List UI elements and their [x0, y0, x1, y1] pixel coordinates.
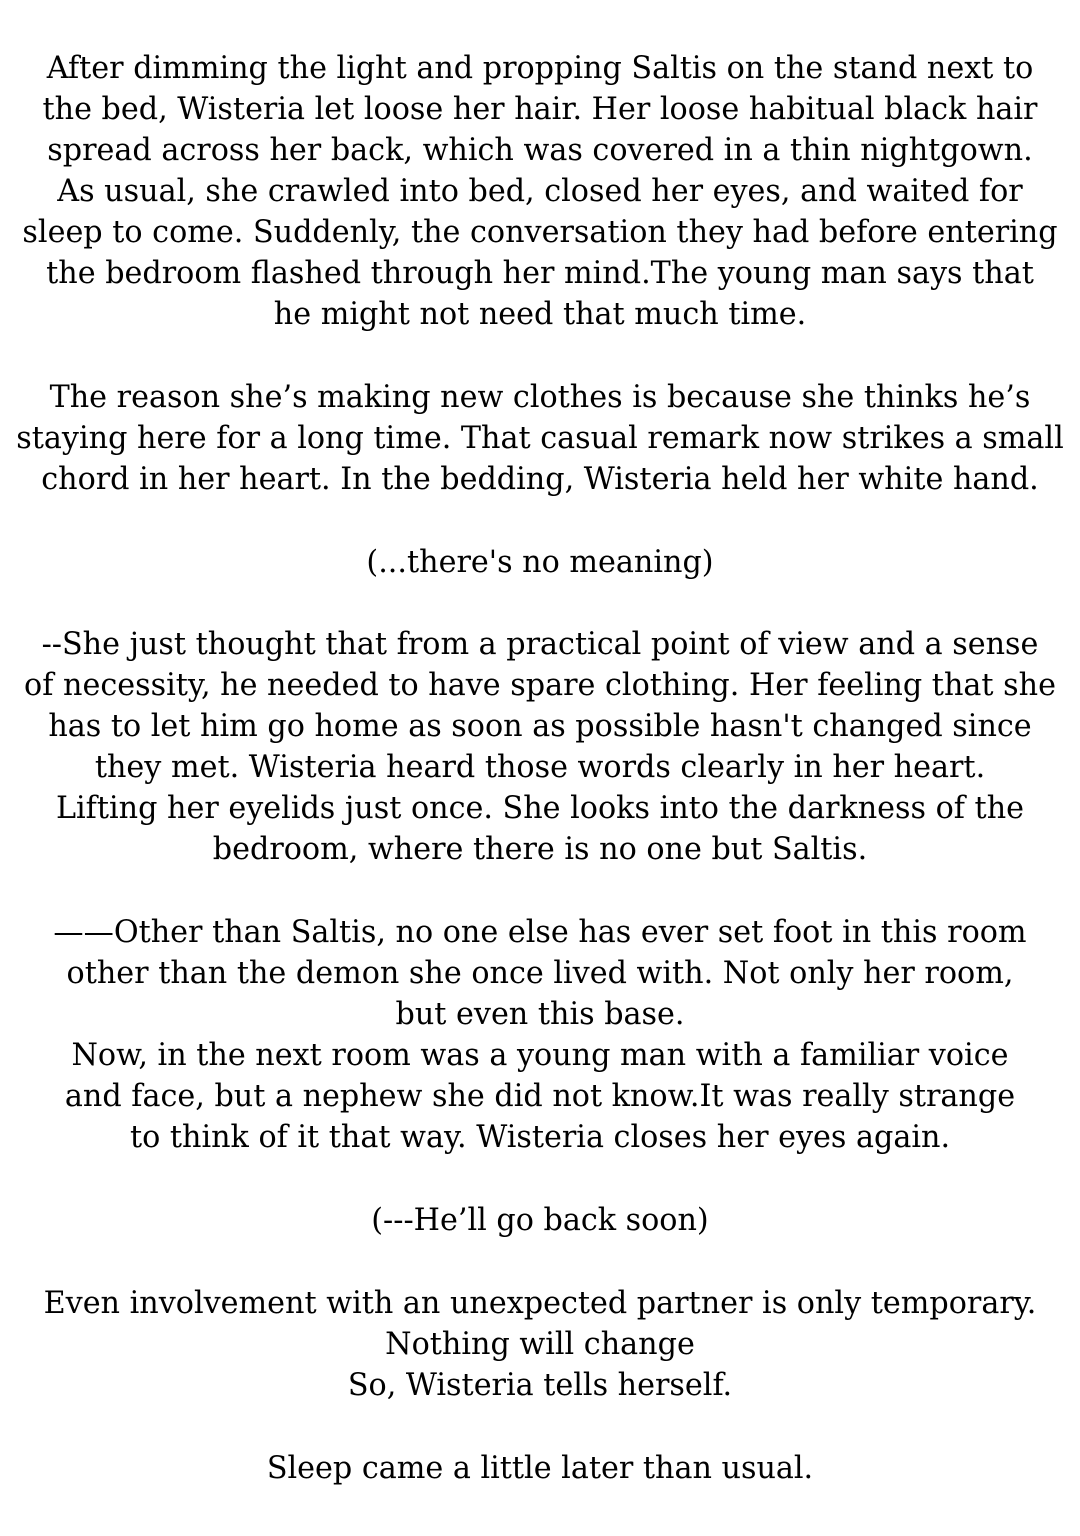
- text-line: but even this base.: [395, 996, 685, 1032]
- text-line: After dimming the light and propping Saltis on the stand next to: [46, 50, 1034, 86]
- text-line: they met. Wisteria heard those words clearly in her heart.: [94, 749, 986, 785]
- text-line: the bed, Wisteria let loose her hair. Her loose habitual black hair: [42, 91, 1038, 127]
- text-line: Now, in the next room was a young man with a familiar voice: [71, 1037, 1009, 1073]
- text-line: (...there's no meaning): [366, 544, 714, 580]
- text-line: the bedroom flashed through her mind.The young man says that: [46, 255, 1034, 291]
- text-line: has to let him go home as soon as possible hasn't changed since: [48, 708, 1032, 744]
- text-line: Lifting her eyelids just once. She looks into the darkness of the: [55, 790, 1025, 826]
- text-line: --She just thought that from a practical point of view and a sense: [41, 626, 1039, 662]
- text-line: of necessity, he needed to have spare clothing. Her feeling that she: [24, 667, 1056, 703]
- text-line: The reason she’s making new clothes is because she thinks he’s: [49, 379, 1031, 415]
- text-line: Sleep came a little later than usual.: [266, 1450, 814, 1486]
- text-line: staying here for a long time. That casual remark now strikes a small: [16, 420, 1064, 456]
- text-line: spread across her back, which was covered in a thin nightgown.: [47, 132, 1033, 168]
- text-line: Nothing will change: [385, 1326, 695, 1362]
- text-line: As usual, she crawled into bed, closed her eyes, and waited for: [57, 173, 1023, 209]
- text-line: and face, but a nephew she did not know.It was really strange: [64, 1078, 1016, 1114]
- text-line: (---He’ll go back soon): [371, 1202, 709, 1238]
- text-line: bedroom, where there is no one but Saltis.: [212, 831, 868, 867]
- text-line: Even involvement with an unexpected partner is only temporary.: [43, 1285, 1037, 1321]
- text-line: ——Other than Saltis, no one else has ever set foot in this room: [53, 914, 1027, 950]
- text-line: So, Wisteria tells herself.: [347, 1367, 733, 1403]
- text-line: other than the demon she once lived with. Not only her room,: [66, 955, 1014, 991]
- text-line: to think of it that way. Wisteria closes her eyes again.: [129, 1119, 951, 1155]
- text-line: chord in her heart. In the bedding, Wisteria held her white hand.: [41, 461, 1039, 497]
- text-line: he might not need that much time.: [273, 296, 807, 332]
- text-line: sleep to come. Suddenly, the conversation they had before entering: [22, 214, 1058, 250]
